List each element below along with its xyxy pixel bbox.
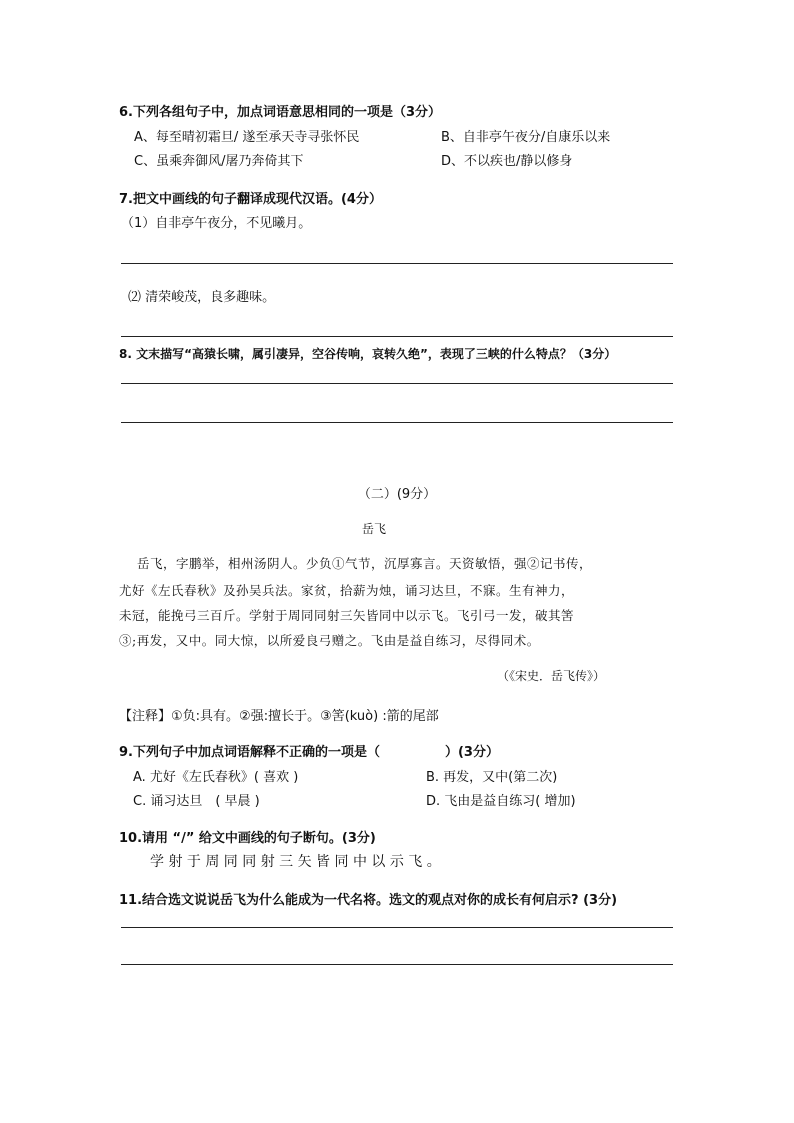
question-11-stem: 11.结合选文说说岳飞为什么能成为一代名将。选文的观点对你的成长有何启示? (3分) (119, 893, 618, 908)
question-6-stem: 6.下列各组句子中，加点词语意思相同的一项是（3分） (119, 105, 442, 120)
passage-line-1: 岳飞，字鹏举，相州汤阴人。少负①气节，沉厚寡言。天资敏悟，强②记书传， (137, 556, 593, 571)
answer-line (121, 336, 673, 337)
passage-line-3: 未冠，能挽弓三百斤。学射于周同同射三矢皆同中以示飞。飞引弓一发，破其筈 (119, 608, 575, 623)
question-9-option-b: B. 再发，又中(第二次) (426, 770, 558, 785)
question-8-stem: 8. 文末描写“高猿长啸，属引凄异，空谷传响，哀转久绝”，表现了三峡的什么特点？（3分） (119, 347, 617, 361)
question-6-option-d: D、不以疾也/静以修身 (441, 154, 573, 169)
question-6-option-a: A、每至晴初霜旦/ 遂至承天寺寻张怀民 (134, 130, 360, 145)
passage-line-2: 尤好《左氏春秋》及孙吴兵法。家贫，拾薪为烛，诵习达旦，不寐。生有神力， (119, 583, 575, 598)
question-7-item-1: （1）自非亭午夜分，不见曦月。 (121, 216, 312, 231)
question-10-stem: 10.请用 “/” 给文中画线的句子断句。(3分) (119, 831, 376, 846)
passage-title: 岳飞 (361, 522, 386, 536)
section-2-heading: （二）(9分） (357, 487, 437, 502)
question-7-item-2: ⑵ 清荣峻茂，良多趣味。 (128, 290, 276, 305)
answer-line (121, 964, 673, 965)
question-9-stem: 9.下列句子中加点词语解释不正确的一项是（ ）(3分） (119, 745, 499, 760)
question-9-option-d: D. 飞由是益自练习( 增加) (426, 794, 576, 809)
passage-line-4: ③;再发，又中。同大惊，以所爱良弓赠之。飞由是益自练习，尽得同术。 (119, 633, 540, 648)
answer-line (121, 927, 673, 928)
question-6-option-c: C、虽乘奔御风/屠乃奔倚其下 (134, 154, 304, 169)
passage-source: （《宋史．岳飞传》） (497, 669, 606, 683)
question-6-option-b: B、自非亭午夜分/自康乐以来 (441, 130, 611, 145)
answer-line (121, 263, 673, 264)
question-7-stem: 7.把文中画线的句子翻译成现代汉语。(4分） (119, 192, 382, 207)
answer-line (121, 383, 673, 384)
question-9-option-c: C. 诵习达旦 ( 早晨 ) (133, 794, 260, 809)
question-9-option-a: A. 尤好《左氏春秋》( 喜欢 ) (133, 770, 299, 785)
question-10-sentence: 学 射 于 周 同 同 射 三 矢 皆 同 中 以 示 飞 。 (150, 854, 441, 870)
passage-notes: 【注释】①负:具有。②强:擅长于。③筈(kuò) :箭的尾部 (119, 709, 439, 724)
answer-line (121, 422, 673, 423)
